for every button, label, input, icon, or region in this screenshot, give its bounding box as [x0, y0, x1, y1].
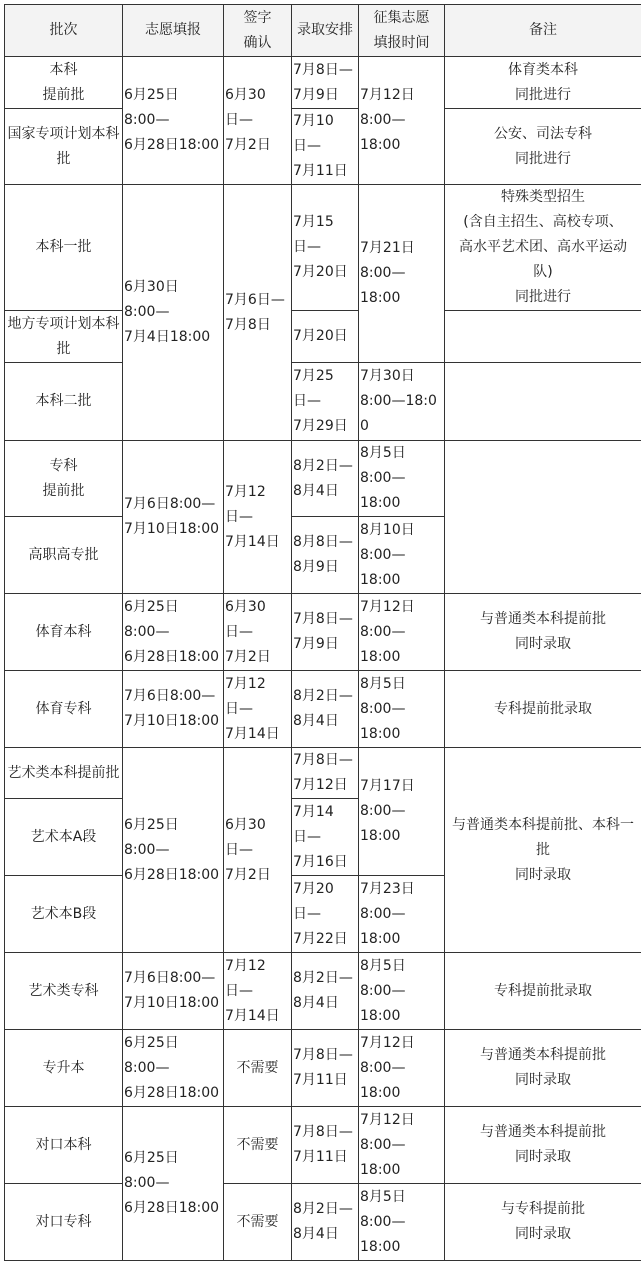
- sign-cell: 不需要: [224, 1184, 292, 1261]
- solicit-cell: 7月17日 8:00— 18:00: [359, 748, 445, 876]
- header-note: 备注: [445, 5, 641, 57]
- solicit-cell: 7月12日 8:00— 18:00: [359, 57, 445, 185]
- note-cell: [445, 441, 641, 594]
- fill-cell: 6月25日 8:00— 6月28日18:00: [123, 1107, 224, 1261]
- table-row: [5, 1184, 641, 1261]
- admit-cell: 7月20 日— 7月22日: [292, 876, 359, 953]
- admit-cell: 8月2日— 8月4日: [292, 953, 359, 1030]
- admit-cell: 7月8日— 7月11日: [292, 1030, 359, 1107]
- solicit-cell: 7月12日 8:00— 18:00: [359, 594, 445, 671]
- table-row: [5, 57, 641, 109]
- table-row: [5, 1030, 641, 1107]
- sign-cell: 7月6日— 7月8日: [224, 185, 292, 441]
- admit-cell: 8月8日— 8月9日: [292, 517, 359, 594]
- batch-cell: 国家专项计划本科 批: [5, 109, 123, 185]
- solicit-cell: 8月5日 8:00— 18:00: [359, 671, 445, 748]
- fill-cell: 7月6日8:00— 7月10日18:00: [123, 953, 224, 1030]
- header-fill: 志愿填报: [123, 5, 224, 57]
- admit-cell: 7月8日— 7月11日: [292, 1107, 359, 1184]
- admit-cell: 8月2日— 8月4日: [292, 671, 359, 748]
- solicit-cell: 8月5日 8:00— 18:00: [359, 1184, 445, 1261]
- header-solicit: 征集志愿 填报时间: [359, 5, 445, 57]
- solicit-cell: 7月12日 8:00— 18:00: [359, 1030, 445, 1107]
- batch-cell: 本科二批: [5, 363, 123, 441]
- solicit-cell: 7月30日 8:00—18:0 0: [359, 363, 445, 441]
- table-row: [5, 748, 641, 799]
- fill-cell: 6月25日 8:00— 6月28日18:00: [123, 748, 224, 953]
- admit-cell: 7月8日— 7月9日: [292, 594, 359, 671]
- table-row: [5, 311, 641, 363]
- fill-cell: 6月25日 8:00— 6月28日18:00: [123, 594, 224, 671]
- table-row: [5, 953, 641, 1030]
- sign-cell: 6月30 日— 7月2日: [224, 57, 292, 185]
- table-row: [5, 185, 641, 311]
- header-admit: 录取安排: [292, 5, 359, 57]
- admit-cell: 8月2日— 8月4日: [292, 441, 359, 517]
- sign-cell: 不需要: [224, 1030, 292, 1107]
- note-cell: 与普通类本科提前批 同时录取: [445, 1030, 641, 1107]
- table-row: [5, 1107, 641, 1184]
- note-cell: [445, 363, 641, 441]
- batch-cell: 对口本科: [5, 1107, 123, 1184]
- note-cell: 公安、司法专科 同批进行: [445, 109, 641, 185]
- note-cell: [445, 311, 641, 363]
- table-row: [5, 671, 641, 748]
- batch-cell: 专升本: [5, 1030, 123, 1107]
- solicit-cell: 8月5日 8:00— 18:00: [359, 953, 445, 1030]
- batch-cell: 地方专项计划本科 批: [5, 311, 123, 363]
- batch-cell: 体育本科: [5, 594, 123, 671]
- batch-cell: 专科 提前批: [5, 441, 123, 517]
- batch-cell: 本科一批: [5, 185, 123, 311]
- sign-cell: 7月12 日— 7月14日: [224, 953, 292, 1030]
- sign-cell: 7月12 日— 7月14日: [224, 441, 292, 594]
- note-cell: 与专科提前批 同时录取: [445, 1184, 641, 1261]
- solicit-cell: 7月12日 8:00— 18:00: [359, 1107, 445, 1184]
- admit-cell: 7月10 日— 7月11日: [292, 109, 359, 185]
- batch-cell: 本科 提前批: [5, 57, 123, 109]
- batch-cell: 高职高专批: [5, 517, 123, 594]
- admit-cell: 7月25 日— 7月29日: [292, 363, 359, 441]
- note-cell: 专科提前批录取: [445, 953, 641, 1030]
- fill-cell: 7月6日8:00— 7月10日18:00: [123, 671, 224, 748]
- admit-cell: 7月15 日— 7月20日: [292, 185, 359, 311]
- fill-cell: 6月30日 8:00— 7月4日18:00: [123, 185, 224, 441]
- sign-cell: 不需要: [224, 1107, 292, 1184]
- admit-cell: 7月20日: [292, 311, 359, 363]
- note-cell: 特殊类型招生 (含自主招生、高校专项、 高水平艺术团、高水平运动 队) 同批进行: [445, 185, 641, 311]
- batch-cell: 对口专科: [5, 1184, 123, 1261]
- solicit-cell: 7月21日 8:00— 18:00: [359, 185, 445, 363]
- fill-cell: 6月25日 8:00— 6月28日18:00: [123, 57, 224, 185]
- admit-cell: 8月2日— 8月4日: [292, 1184, 359, 1261]
- batch-cell: 艺术类专科: [5, 953, 123, 1030]
- table-row: [5, 594, 641, 671]
- table-row: [5, 109, 641, 185]
- solicit-cell: 8月5日 8:00— 18:00: [359, 441, 445, 517]
- table-row: [5, 441, 641, 517]
- batch-cell: 艺术本A段: [5, 799, 123, 876]
- note-cell: 与普通类本科提前批、本科一 批 同时录取: [445, 748, 641, 953]
- note-cell: 与普通类本科提前批 同时录取: [445, 1107, 641, 1184]
- note-cell: 体育类本科 同批进行: [445, 57, 641, 109]
- batch-cell: 艺术本B段: [5, 876, 123, 953]
- fill-cell: 6月25日 8:00— 6月28日18:00: [123, 1030, 224, 1107]
- sign-cell: 7月12 日— 7月14日: [224, 671, 292, 748]
- header-batch: 批次: [5, 5, 123, 57]
- solicit-cell: 7月23日 8:00— 18:00: [359, 876, 445, 953]
- batch-cell: 体育专科: [5, 671, 123, 748]
- header-row: [5, 5, 641, 57]
- admit-cell: 7月14 日— 7月16日: [292, 799, 359, 876]
- sign-cell: 6月30 日— 7月2日: [224, 748, 292, 953]
- note-cell: 专科提前批录取: [445, 671, 641, 748]
- fill-cell: 7月6日8:00— 7月10日18:00: [123, 441, 224, 594]
- admission-schedule-table: [4, 4, 641, 1261]
- solicit-cell: 8月10日 8:00— 18:00: [359, 517, 445, 594]
- sign-cell: 6月30 日— 7月2日: [224, 594, 292, 671]
- admit-cell: 7月8日— 7月12日: [292, 748, 359, 799]
- admit-cell: 7月8日— 7月9日: [292, 57, 359, 109]
- header-sign: 签字 确认: [224, 5, 292, 57]
- table-row: [5, 363, 641, 441]
- batch-cell: 艺术类本科提前批: [5, 748, 123, 799]
- note-cell: 与普通类本科提前批 同时录取: [445, 594, 641, 671]
